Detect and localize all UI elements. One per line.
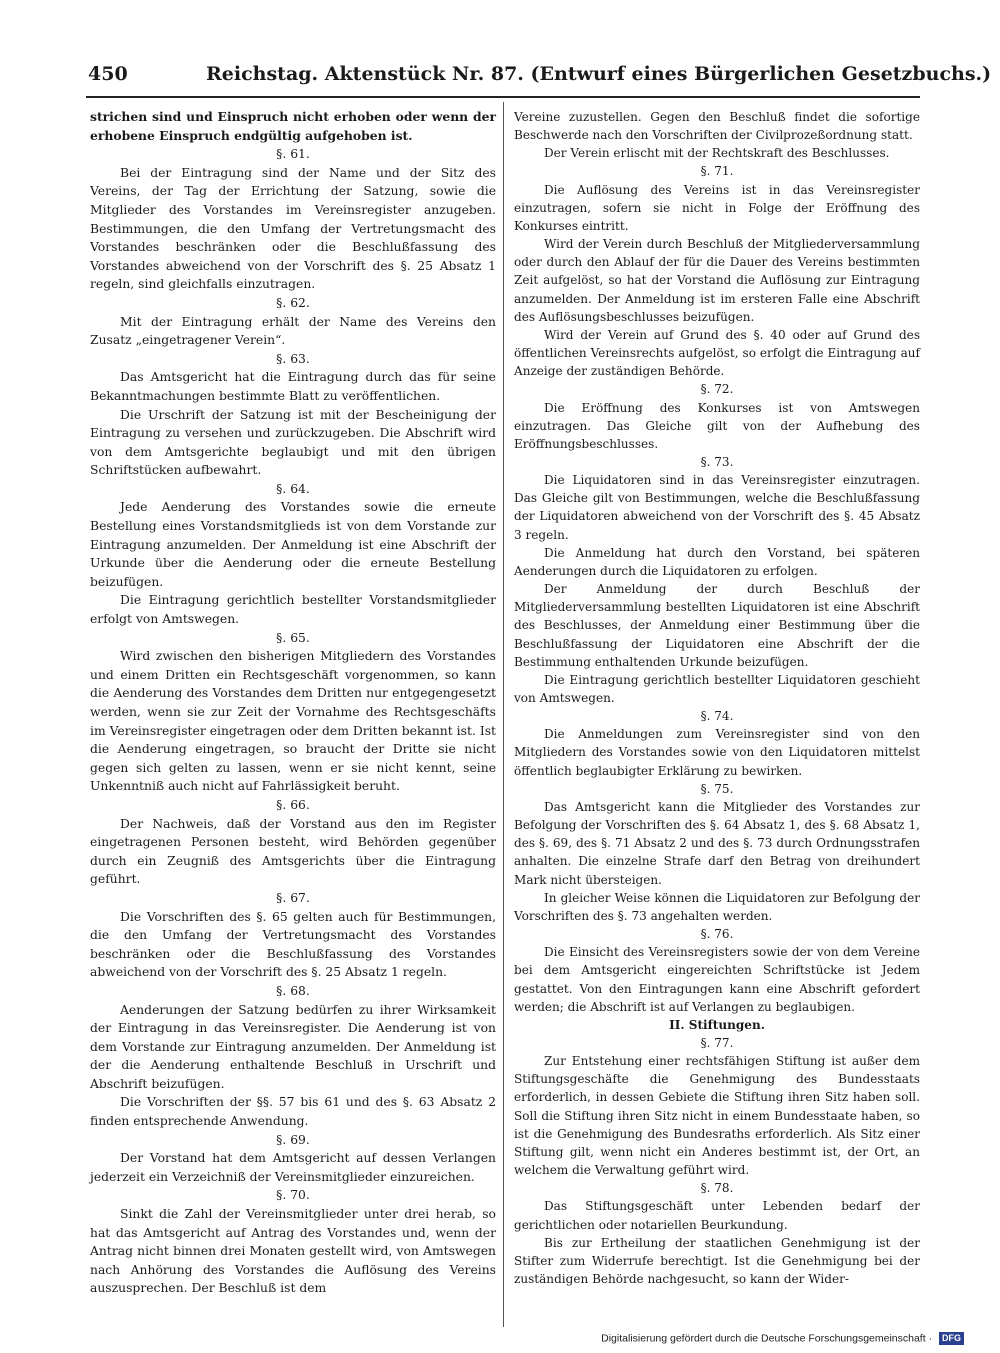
running-title: Reichstag. Aktenstück Nr. 87. (Entwurf eines Bürgerlichen Gesetzbuchs.) xyxy=(206,63,992,85)
body-paragraph: Das Amtsgericht kann die Mitglieder des Vorstandes zur Befolgung der Vorschriften des §. 64 Absatz 1, des §. 68 Absatz 1, des §. 69, des §. 71 Absatz 2 und des §. 73 durch Ordnungsstrafen anhalten. Die einzelne Strafe darf den Betrag von dreihundert Mark nicht übersteigen. xyxy=(514,799,920,887)
section-heading: §. 61. xyxy=(276,147,310,162)
body-paragraph: Die Urschrift der Satzung ist mit der Bescheinigung der Eintragung zu versehen und zurückzugeben. Die Abschrift wird von dem Amtsgerichte beglaubigt und mit den übrigen Schriftstücken aufbewahrt. xyxy=(90,407,496,478)
body-paragraph: Die Eintragung gerichtlich bestellter Liquidatoren geschieht von Amtswegen. xyxy=(514,672,920,705)
digitization-footer: Digitalisierung gefördert durch die Deutsche Forschungsgemeinschaft · DFG xyxy=(601,1332,964,1345)
section-heading: §. 69. xyxy=(276,1132,310,1147)
body-paragraph: In gleicher Weise können die Liquidatoren zur Befolgung der Vorschriften des §. 73 angehalten werden. xyxy=(514,890,920,923)
body-paragraph: Aenderungen der Satzung bedürfen zu ihrer Wirksamkeit der Eintragung in das Vereinsregister. Die Aenderung ist von dem Vorstande zur Eintragung anzumelden. Der Anmeldung ist der die Aenderung enthaltende Beschluß in Urschrift und Abschrift beizufügen. xyxy=(90,1002,496,1091)
body-paragraph: Die Anmeldungen zum Vereinsregister sind von den Mitgliedern des Vorstandes sowie von den Liquidatoren mittelst öffentlich beglaubigter Erklärung zu bewirken. xyxy=(514,727,920,778)
body-paragraph: Wird zwischen den bisherigen Mitgliedern des Vorstandes und einem Dritten ein Rechtsgeschäft vorgenommen, so kann die Aenderung des Vorstandes dem Dritten nur entgegengesetzt werden, wenn sie zur Zeit der Vornahme des Rechtsgeschäfts im Vereinsregister eingetragen oder dem Dritten bekannt ist. Ist die Aenderung eingetragen, so braucht der Dritte sie nicht gegen sich gelten zu lassen, wenn er sie nicht kennt, seine Unkenntniß auch nicht auf Fahrlässigkeit beruht. xyxy=(90,649,496,794)
page-number: 450 xyxy=(88,63,128,85)
header-rule xyxy=(86,96,920,98)
body-paragraph: Die Anmeldung hat durch den Vorstand, bei späteren Aenderungen durch die Liquidatoren zu erfolgen. xyxy=(514,545,920,578)
body-paragraph: Das Amtsgericht hat die Eintragung durch das für seine Bekanntmachungen bestimmte Blatt zu veröffentlichen. xyxy=(90,370,496,403)
section-heading: §. 70. xyxy=(276,1188,310,1203)
body-paragraph: Die Einsicht des Vereinsregisters sowie der von dem Vereine bei dem Amtsgericht eingereichten Schriftstücke ist Jedem gestattet. Von den Eintragungen kann eine Abschrift gefordert werden; die Abschrift ist auf Verlangen zu beglaubigen. xyxy=(514,945,920,1014)
section-heading: §. 66. xyxy=(276,797,310,812)
body-paragraph: Die Liquidatoren sind in das Vereinsregister einzutragen. Das Gleiche gilt von Bestimmungen, welche die Beschlußfassung der Liquidatoren abweichend von der Vorschrift des §. 45 Absatz 3 regeln. xyxy=(514,473,920,542)
body-paragraph: Die Vorschriften des §. 65 gelten auch für Bestimmungen, die den Umfang der Vertretungsmacht des Vorstandes beschränken oder die Beschlußfassung des Vorstandes abweichend von der Vorschrift des §. 25 Absatz 1 regeln. xyxy=(90,909,496,980)
section-heading: §. 71. xyxy=(700,164,734,179)
body-paragraph: Bis zur Ertheilung der staatlichen Genehmigung ist der Stifter zum Widerrufe berechtigt. Ist die Genehmigung bei der zuständigen Behörde nachgesucht, so kann der Wider- xyxy=(514,1235,920,1286)
section-heading: §. 65. xyxy=(276,630,310,645)
section-heading: §. 68. xyxy=(276,983,310,998)
section-heading: §. 74. xyxy=(700,709,734,724)
section-heading: §. 76. xyxy=(700,927,734,942)
footer-text: Digitalisierung gefördert durch die Deutsche Forschungsgemeinschaft xyxy=(601,1332,926,1345)
page-header xyxy=(88,58,992,90)
body-paragraph: Die Eröffnung des Konkurses ist von Amtswegen einzutragen. Das Gleiche gilt von der Aufhebung des Eröffnungsbeschlusses. xyxy=(514,400,920,451)
column-divider xyxy=(503,102,504,1327)
body-paragraph: Das Stiftungsgeschäft unter Lebenden bedarf der gerichtlichen oder notariellen Beurkundung. xyxy=(514,1199,920,1232)
chapter-subheading: II. Stiftungen. xyxy=(669,1017,765,1032)
body-paragraph: Zur Entstehung einer rechtsfähigen Stiftung ist außer dem Stiftungsgeschäfte die Genehmigung des Bundesstaats erforderlich, in dessen Gebiete die Stiftung ihren Sitz haben soll. Soll die Stiftung ihren Sitz nicht in einem Bundesstaate haben, so ist die Genehmigung des Bundesraths erforderlich. Als Sitz einer Stiftung gilt, wenn nicht ein Anderes bestimmt ist, der Ort, an welchem die Verwaltung geführt wird. xyxy=(514,1054,920,1178)
body-paragraph: Wird der Verein durch Beschluß der Mitgliederversammlung oder durch den Ablauf der für die Dauer des Vereins bestimmten Zeit aufgelöst, so hat der Vorstand die Auflösung zur Eintragung anzumelden. Der Anmeldung ist im ersteren Falle eine Abschrift des Auflösungsbeschlusses beizufügen. xyxy=(514,237,920,324)
section-heading: §. 64. xyxy=(276,481,310,496)
body-paragraph: Der Verein erlischt mit der Rechtskraft des Beschlusses. xyxy=(544,146,890,161)
body-paragraph: Der Nachweis, daß der Vorstand aus den im Register eingetragenen Personen besteht, wird Behörden gegenüber durch ein Zeugniß des Amtsgerichts über die Eintragung geführt. xyxy=(90,816,496,887)
dfg-logo: DFG xyxy=(939,1332,964,1345)
section-heading: §. 75. xyxy=(700,781,734,796)
body-paragraph: Bei der Eintragung sind der Name und der Sitz des Vereins, der Tag der Errichtung der Satzung, sowie die Mitglieder des Vorstandes im Vereinsregister anzugeben. Bestimmungen, die den Umfang der Vertretungsmacht des Vorstandes beschränken oder die Beschlußfassung des Vorstandes abweichend von der Vorschrift des §. 25 Absatz 1 regeln, sind gleichfalls einzutragen. xyxy=(90,165,496,292)
body-paragraph: Der Vorstand hat dem Amtsgericht auf dessen Verlangen jederzeit ein Verzeichniß der Vereinsmitglieder einzureichen. xyxy=(90,1151,496,1184)
body-paragraph: Die Vorschriften der §§. 57 bis 61 und des §. 63 Absatz 2 finden entsprechende Anwendung. xyxy=(90,1095,496,1129)
section-heading: §. 77. xyxy=(700,1035,734,1050)
section-heading: §. 63. xyxy=(276,351,310,366)
section-heading: §. 67. xyxy=(276,890,310,905)
body-paragraph: Der Anmeldung der durch Beschluß der Mitgliederversammlung bestellten Liquidatoren ist eine Abschrift des Beschlusses, der Anmeldung einer Bestimmung über die Beschlußfassung der Liquidatoren eine Abschrift der die Bestimmung enthaltenden Urkunde beizufügen. xyxy=(514,582,920,669)
section-heading: §. 73. xyxy=(700,454,734,469)
left-column xyxy=(90,108,496,1298)
body-paragraph: Die Eintragung gerichtlich bestellter Vorstandsmitglieder erfolgt von Amtswegen. xyxy=(90,593,496,627)
body-paragraph: Mit der Eintragung erhält der Name des Vereins den Zusatz „eingetragener Verein“. xyxy=(90,314,496,348)
section-heading: §. 78. xyxy=(700,1181,734,1196)
section-heading: §. 62. xyxy=(276,295,310,310)
body-paragraph: Wird der Verein auf Grund des §. 40 oder auf Grund des öffentlichen Vereinsrechts aufgelöst, so erfolgt die Eintragung auf Anzeige der zuständigen Behörde. xyxy=(514,327,920,379)
section-heading: §. 72. xyxy=(700,382,734,397)
body-paragraph: Sinkt die Zahl der Vereinsmitglieder unter drei herab, so hat das Amtsgericht auf Antrag des Vorstandes und, wenn der Antrag nicht binnen drei Monaten gestellt wird, von Amtswegen nach Anhörung des Vorstandes die Auflösung des Vereins auszusprechen. Der Beschluß ist dem xyxy=(90,1207,496,1296)
body-paragraph: strichen sind und Einspruch nicht erhoben oder wenn der erhobene Einspruch endgültig aufgehoben ist. xyxy=(90,109,496,143)
body-paragraph: Die Auflösung des Vereins ist in das Vereinsregister einzutragen, sofern sie nicht in Folge der Eröffnung des Konkurses eintritt. xyxy=(514,182,920,233)
body-paragraph: Jede Aenderung des Vorstandes sowie die erneute Bestellung eines Vorstandsmitglieds ist von dem Vorstande zur Eintragung anzumelden. Der Anmeldung ist eine Abschrift der Urkunde über die Aenderung oder die erneute Bestellung beizufügen. xyxy=(90,500,496,589)
right-column xyxy=(514,108,920,1288)
body-paragraph: Vereine zuzustellen. Gegen den Beschluß findet die sofortige Beschwerde nach den Vorschriften der Civilprozeßordnung statt. xyxy=(514,110,920,143)
